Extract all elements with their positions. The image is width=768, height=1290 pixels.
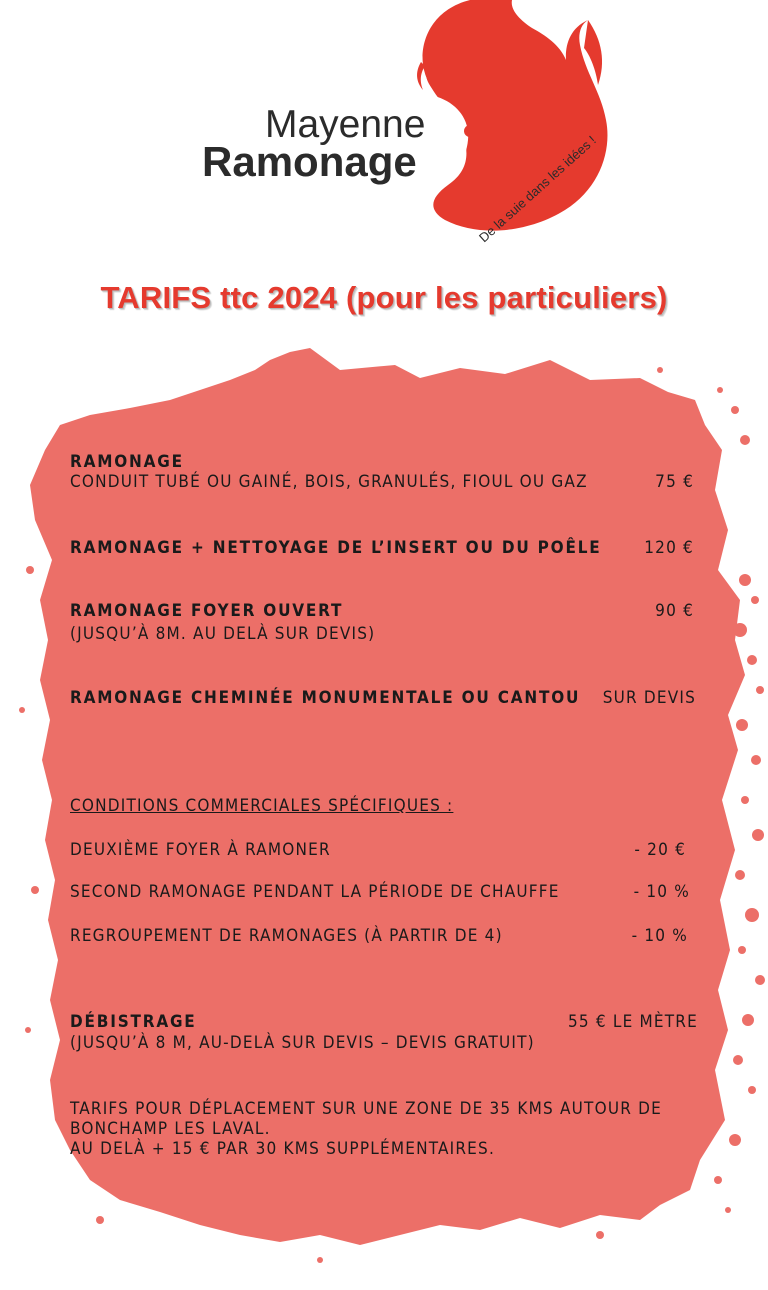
- item-2-heading: RAMONAGE + NETTOYAGE DE L’INSERT OU DU POÊLE: [70, 538, 602, 558]
- page-title: TARIFS ttc 2024 (pour les particuliers): [100, 280, 668, 315]
- debistrage-detail: (JUSQU’À 8 M, AU-DELÀ SUR DEVIS – DEVIS GRATUIT): [70, 1033, 535, 1053]
- item-4-heading: RAMONAGE CHEMINÉE MONUMENTALE OU CANTOU: [70, 688, 581, 708]
- travel-line-1: TARIFS POUR DÉPLACEMENT SUR UNE ZONE DE 35 KMS AUTOUR DE: [70, 1099, 662, 1119]
- travel-line-3: AU DELÀ + 15 € PAR 30 KMS SUPPLÉMENTAIRES.: [70, 1139, 495, 1159]
- logo-line2: Ramonage: [202, 138, 417, 185]
- conditions-title: CONDITIONS COMMERCIALES SPÉCIFIQUES :: [70, 796, 454, 816]
- item-3-price: 90 €: [655, 601, 694, 621]
- item-1-detail: CONDUIT TUBÉ OU GAINÉ, BOIS, GRANULÉS, FIOUL OU GAZ: [70, 472, 588, 492]
- condition-2-label: SECOND RAMONAGE PENDANT LA PÉRIODE DE CHAUFFE: [70, 882, 560, 902]
- item-3-detail: (JUSQU’À 8M. AU DELÀ SUR DEVIS): [70, 624, 376, 644]
- item-1-price: 75 €: [655, 472, 694, 492]
- condition-1-label: DEUXIÈME FOYER À RAMONER: [70, 840, 331, 860]
- condition-1-value: - 20 €: [634, 840, 686, 860]
- item-2-price: 120 €: [644, 538, 694, 558]
- debistrage-heading: DÉBISTRAGE: [70, 1012, 197, 1032]
- travel-line-2: BONCHAMP LES LAVAL.: [70, 1119, 271, 1139]
- item-1-heading: RAMONAGE: [70, 452, 184, 472]
- item-4-price: SUR DEVIS: [602, 688, 696, 708]
- debistrage-price: 55 € LE MÈTRE: [567, 1012, 698, 1032]
- condition-3-label: REGROUPEMENT DE RAMONAGES (À PARTIR DE 4): [70, 926, 503, 946]
- condition-2-value: - 10 %: [633, 882, 690, 902]
- condition-3-value: - 10 %: [631, 926, 688, 946]
- item-3-heading: RAMONAGE FOYER OUVERT: [70, 601, 344, 621]
- logo-tagline: De la suie dans les idées !: [475, 132, 599, 246]
- logo-line1: Mayenne: [265, 103, 426, 146]
- company-logo: [0, 0, 768, 260]
